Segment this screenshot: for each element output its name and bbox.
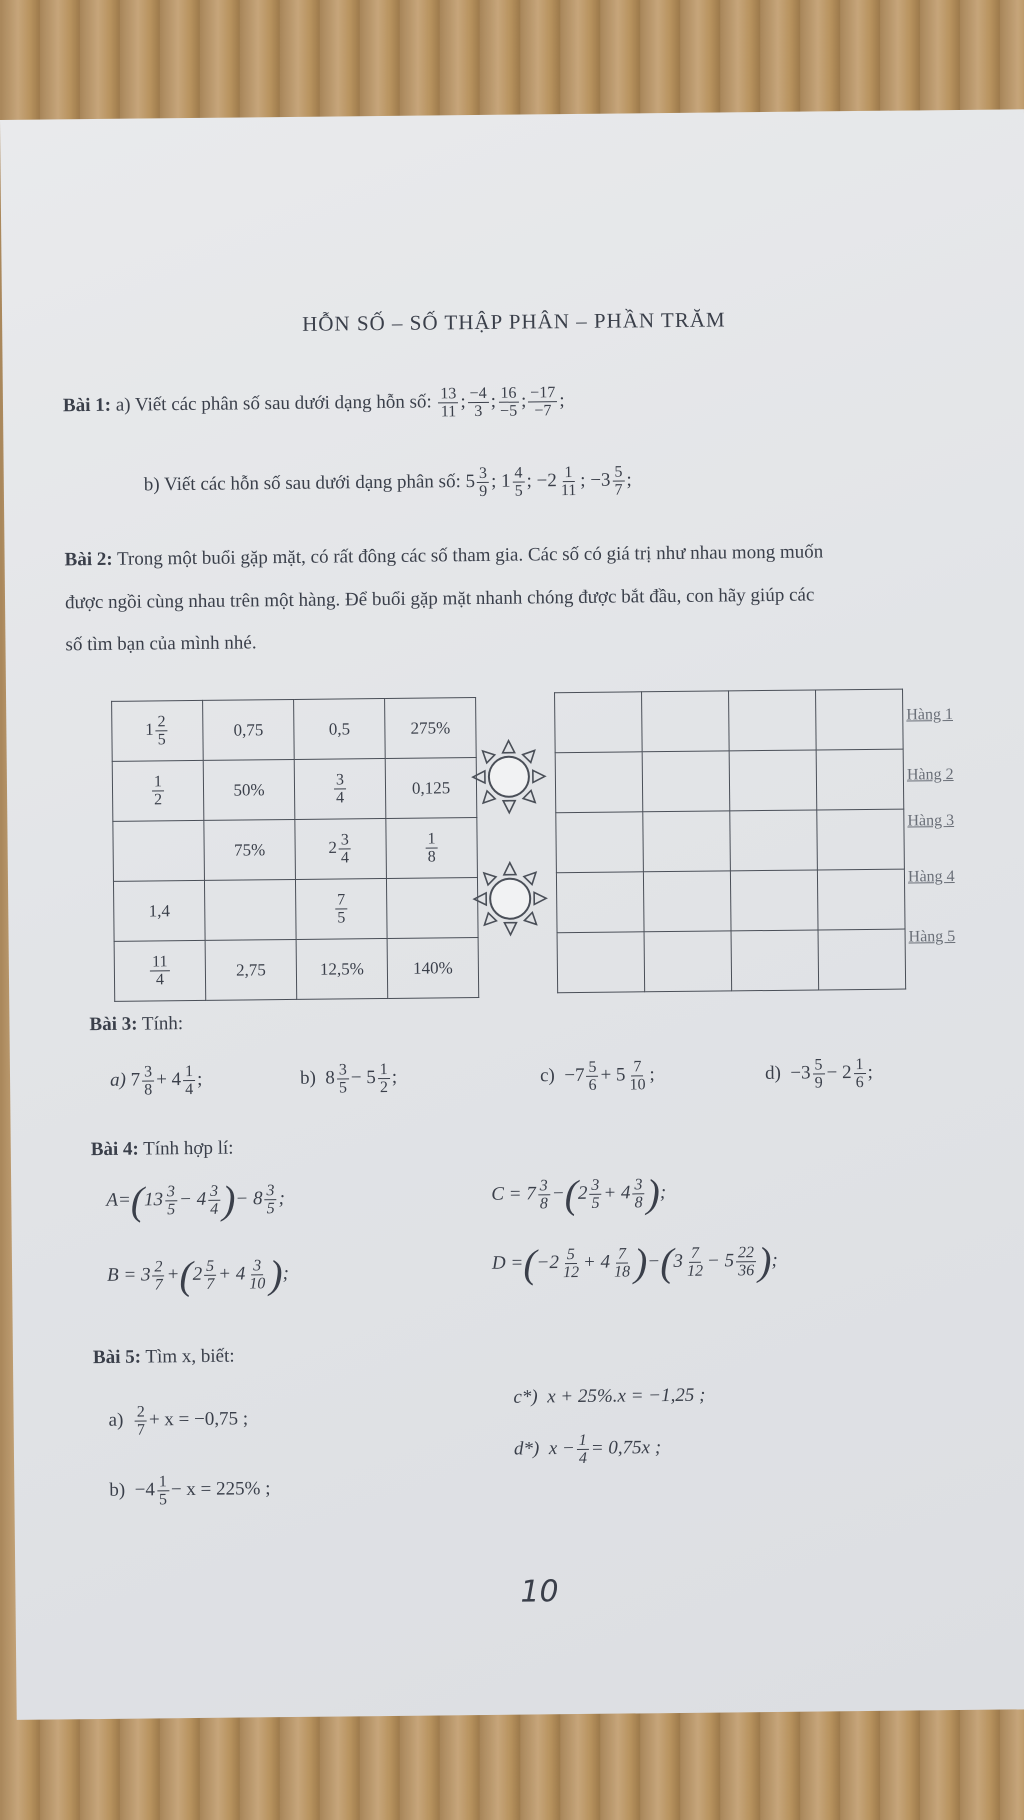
mixed-fraction: $\frac{3}{9}$ bbox=[478, 464, 488, 501]
answer-cell[interactable] bbox=[731, 930, 819, 991]
answer-cell[interactable] bbox=[729, 750, 817, 811]
sun-icon bbox=[468, 736, 549, 817]
answer-cell[interactable] bbox=[642, 691, 730, 752]
answer-cell[interactable] bbox=[729, 690, 817, 751]
grid-cell: $\frac{1}{8}$ bbox=[386, 818, 478, 879]
bai2-line2: được ngồi cùng nhau trên một hàng. Để buổi gặp mặt nhanh chóng được bắt đầu, con hãy giúp các bbox=[64, 584, 815, 614]
grid-cell: $\frac{1}{2}$ bbox=[112, 760, 204, 821]
answer-cell[interactable] bbox=[817, 869, 905, 930]
answer-cell[interactable] bbox=[643, 871, 731, 932]
answer-cell[interactable] bbox=[817, 809, 905, 870]
bai3-item-c: c) −7 $\frac{5}{6}$ + 5 $\frac{7}{10}$ ; bbox=[539, 1058, 655, 1094]
bai4-expr-c: C = 7 $\frac{3}{8}$ −(2 $\frac{3}{5}$ + 4 $\frac{3}{8}$ ); bbox=[491, 1170, 667, 1217]
grid-cell: 12,5% bbox=[296, 938, 388, 999]
answer-cell[interactable] bbox=[730, 810, 818, 871]
bai4-label: Bài 4: bbox=[90, 1138, 139, 1161]
grid-cell: 50% bbox=[203, 759, 295, 820]
bai3-label: Bài 3: bbox=[89, 1013, 138, 1036]
bai3-text: Tính: bbox=[141, 1013, 184, 1035]
grid-cell: 1,4 bbox=[113, 880, 205, 941]
bai1-b bbox=[144, 463, 632, 503]
bai5-text: Tìm x, biết: bbox=[145, 1345, 235, 1368]
bai2-text-1: Trong một buổi gặp mặt, có rất đông các số tham gia. Các số có giá trị như nhau mong muốn bbox=[116, 541, 824, 570]
grid-cell: 140% bbox=[387, 938, 479, 999]
worksheet-page bbox=[0, 109, 1024, 1720]
grid-cell bbox=[204, 879, 296, 940]
fraction: $\frac{-17}{-7}$ bbox=[528, 384, 557, 419]
bai5-item-b: b) −4 $\frac{1}{5}$ − x = 225% ; bbox=[109, 1473, 271, 1509]
grid-cell: 0,125 bbox=[385, 758, 477, 819]
bai4-heading bbox=[91, 1138, 234, 1161]
row-label: Hàng 4 bbox=[907, 868, 955, 886]
bai3-item-a: a) 7 $\frac{3}{8}$ + 4 $\frac{1}{4}$ ; bbox=[109, 1063, 203, 1099]
bai3-item-b: b) 8 $\frac{3}{5}$ − 5 $\frac{1}{2}$ ; bbox=[299, 1060, 398, 1097]
bai1-label: Bài 1: bbox=[62, 394, 112, 417]
bai5-item-d: d*) x − $\frac{1}{4}$ = 0,75x ; bbox=[513, 1431, 662, 1468]
bai2-line3: số tìm bạn của mình nhé. bbox=[65, 632, 257, 656]
answer-cell[interactable] bbox=[818, 929, 906, 990]
bai4-expr-a: A=(13 $\frac{3}{5}$ − 4 $\frac{3}{4}$ )− 8 $\frac{3}{5}$ ; bbox=[106, 1177, 285, 1224]
bai5-item-a: a) $\frac{2}{7}$ + x = −0,75 ; bbox=[108, 1403, 249, 1439]
bai1-a-fractions: $\frac{13}{11}$ ; $\frac{-4}{3}$ ; $\frac{16}{-5}$ ; $\frac{-17}{-7}$ ; bbox=[440, 384, 565, 421]
grid-cell: 1 $\frac{2}{5}$ bbox=[112, 700, 204, 761]
bai1-a-text: a) Viết các phân số sau dưới dạng hỗn số: bbox=[115, 391, 432, 416]
grid-cell: 275% bbox=[385, 698, 477, 759]
answer-cell[interactable] bbox=[730, 870, 818, 931]
row-label: Hàng 1 bbox=[906, 706, 954, 724]
grid-cell bbox=[113, 820, 205, 881]
answer-cell[interactable] bbox=[555, 752, 643, 813]
grid-cell: 0,5 bbox=[294, 699, 386, 760]
answer-grid bbox=[554, 689, 906, 994]
answer-cell[interactable] bbox=[557, 932, 645, 993]
row-label: Hàng 3 bbox=[907, 812, 955, 830]
row-label: Hàng 5 bbox=[908, 928, 956, 946]
fraction: $\frac{13}{11}$ bbox=[438, 385, 458, 420]
answer-cell[interactable] bbox=[556, 812, 644, 873]
answer-cell[interactable] bbox=[644, 931, 732, 992]
mixed-fraction: $\frac{1}{11}$ bbox=[560, 464, 577, 500]
grid-cell: $\frac{7}{5}$ bbox=[295, 878, 387, 939]
grid-cell: $\frac{3}{4}$ bbox=[294, 759, 386, 820]
grid-cell: $\frac{11}{4}$ bbox=[114, 940, 206, 1001]
answer-cell[interactable] bbox=[555, 692, 643, 753]
numbers-grid bbox=[111, 697, 479, 1002]
answer-cell[interactable] bbox=[642, 751, 730, 812]
answer-cell[interactable] bbox=[816, 749, 904, 810]
bai2-line1 bbox=[64, 541, 823, 571]
grid-cell: 2 $\frac{3}{4}$ bbox=[295, 818, 387, 879]
bai4-expr-b: B = 3 $\frac{2}{7}$ +(2 $\frac{5}{7}$ + 4 $\frac{3}{10}$ ); bbox=[106, 1251, 290, 1298]
sun-icon bbox=[470, 858, 551, 939]
mixed-fraction: $\frac{5}{7}$ bbox=[614, 463, 623, 499]
row-label: Hàng 2 bbox=[906, 766, 954, 784]
grid-cell: 0,75 bbox=[203, 699, 295, 760]
bai5-heading bbox=[93, 1346, 235, 1369]
bai1-a bbox=[63, 384, 565, 424]
answer-cell[interactable] bbox=[556, 872, 644, 933]
bai5-label: Bài 5: bbox=[92, 1346, 142, 1369]
answer-cell[interactable] bbox=[816, 689, 904, 750]
bai4-text: Tính hợp lí: bbox=[143, 1137, 234, 1160]
fraction: $\frac{16}{-5}$ bbox=[500, 384, 518, 420]
grid-cell: 75% bbox=[204, 819, 296, 880]
answer-cell[interactable] bbox=[643, 811, 731, 872]
grid-cell bbox=[386, 878, 478, 939]
mixed-fraction: $\frac{4}{5}$ bbox=[514, 464, 523, 500]
bai5-item-c: c*) x + 25%.x = −1,25 ; bbox=[513, 1384, 706, 1408]
bai4-expr-d: D =(−2 $\frac{5}{12}$ + 4 $\frac{7}{18}$ )−(3 $\frac{7}{12}$ − 5 $\frac{22}{36}$ ); bbox=[491, 1238, 778, 1287]
fraction: $\frac{-4}{3}$ bbox=[468, 385, 489, 420]
page-title: HỖN SỐ – SỐ THẬP PHÂN – PHẦN TRĂM bbox=[302, 307, 726, 336]
bai2-label: Bài 2: bbox=[64, 548, 113, 571]
grid-cell: 2,75 bbox=[205, 939, 297, 1000]
bai3-heading bbox=[89, 1013, 183, 1036]
bai1-b-mixed-numbers: 5 $\frac{3}{9}$ ; 1 $\frac{4}{5}$ ; −2 $\frac{1}{11}$ ; −3 $\frac{5}{7}$ ; bbox=[465, 463, 632, 501]
page-number: 10 bbox=[520, 1574, 559, 1610]
bai1-b-text: b) Viết các hỗn số sau dưới dạng phân số: bbox=[143, 471, 461, 496]
bai3-item-d: d) −3 $\frac{5}{9}$ − 2 $\frac{1}{6}$ ; bbox=[764, 1056, 873, 1092]
